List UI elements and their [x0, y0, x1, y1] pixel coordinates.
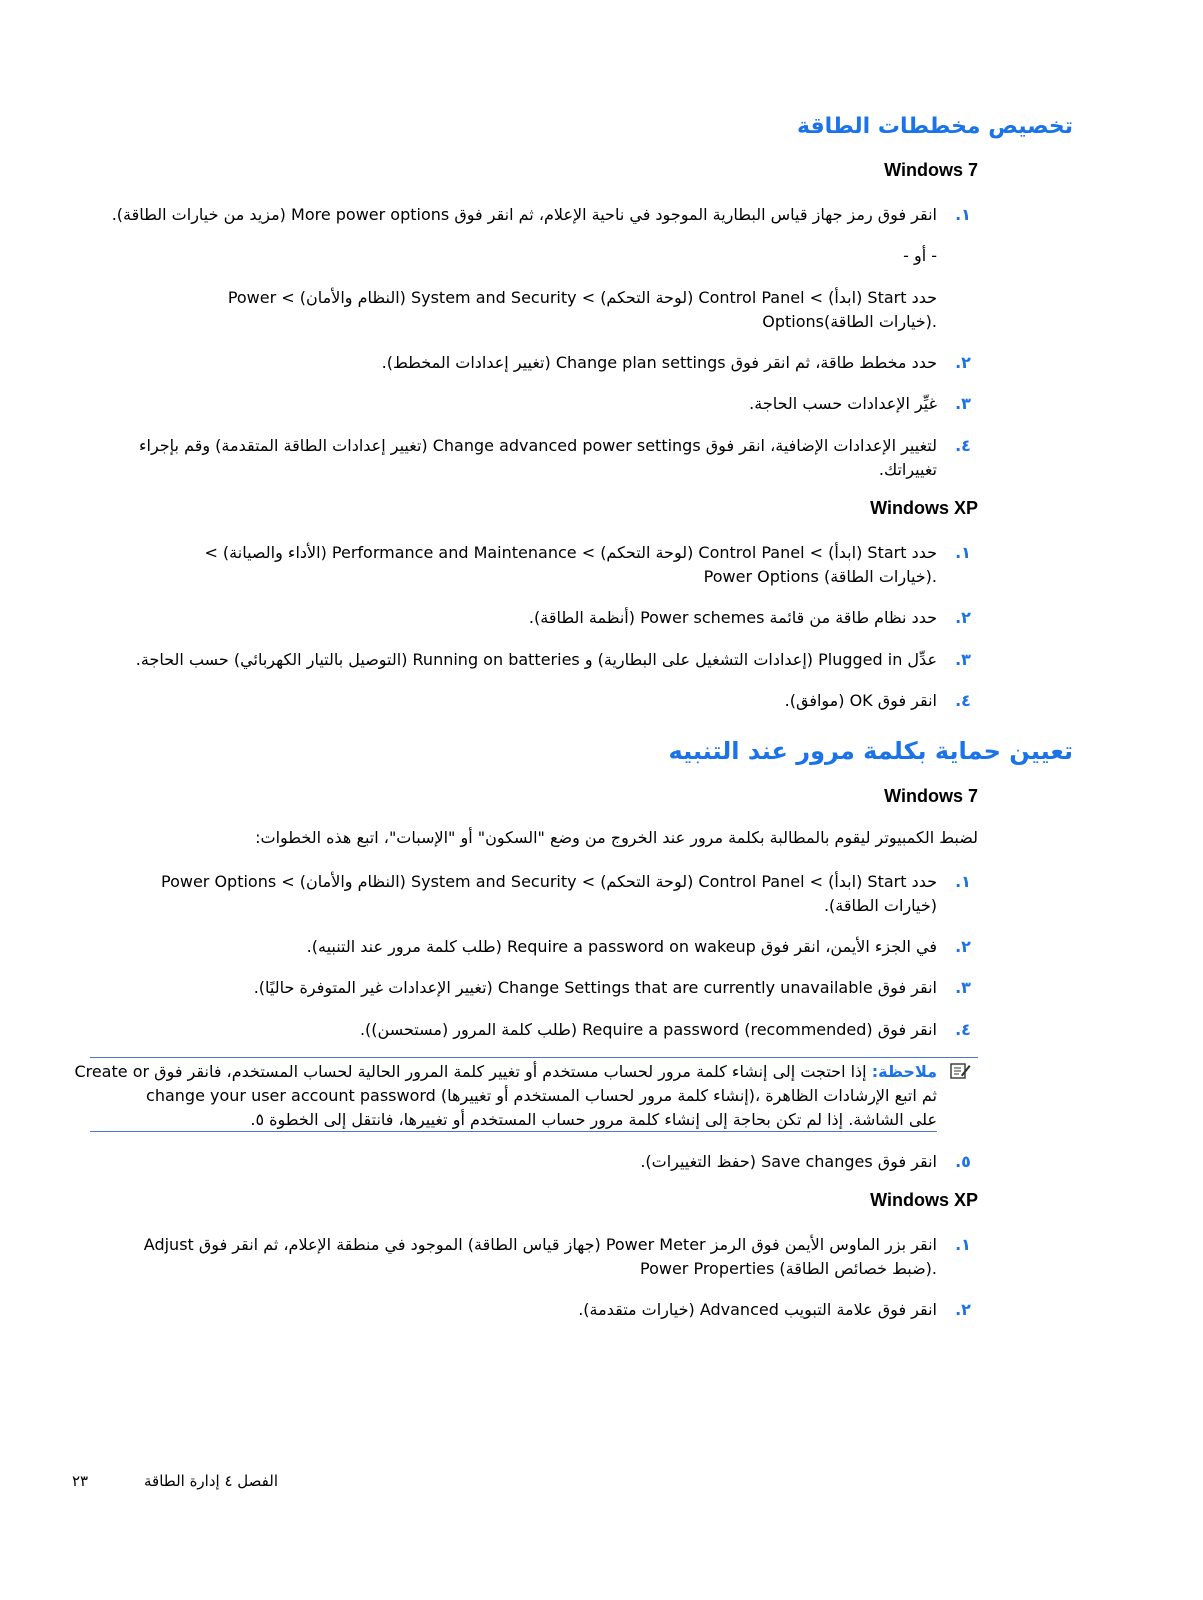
step-text: Options(خيارات الطاقة). [762, 312, 937, 331]
note-pencil-icon [949, 1061, 971, 1081]
note-line: change your user account password (إنشاء كلمة مرور لحساب المستخدم أو تغييرها)، ثم اتبع الإرشادات الظاهرة [146, 1086, 937, 1105]
step-text: حدد Start (ابدأ) > Control Panel (لوحة التحكم) > Performance and Maintenance (الأداء والصيانة) > [204, 543, 937, 562]
step-text: (خيارات الطاقة). [823, 896, 937, 915]
step-text: Power Options (خيارات الطاقة). [703, 567, 937, 586]
note-bottom-rule [90, 1131, 937, 1132]
step-text: انقر فوق رمز جهاز قياس البطارية الموجود في ناحية الإعلام، ثم انقر فوق More power options (مزيد من خيارات الطاقة). [111, 205, 937, 224]
footer-chapter: الفصل ٤ إدارة الطاقة [143, 1472, 278, 1490]
note-top-rule [90, 1057, 978, 1058]
step-number: .٤ [955, 436, 971, 455]
step-number: .٢ [955, 1300, 971, 1319]
note-line: على الشاشة. إذا لم تكن بحاجة إلى إنشاء كلمة مرور حساب المستخدم أو تغييرها، فانتقل إلى الخطوة ٥. [250, 1110, 937, 1129]
step-number: .٣ [955, 978, 971, 997]
step-text: حدد Start (ابدأ) > Control Panel (لوحة التحكم) > System and Security (النظام والأمان) > Power Options [160, 872, 937, 891]
step-number: .٤ [955, 691, 971, 710]
step-text: Power Properties (ضبط خصائص الطاقة). [640, 1259, 937, 1278]
step-number: .١ [955, 205, 971, 224]
step-text: غيِّر الإعدادات حسب الحاجة. [749, 394, 937, 413]
step-text: انقر فوق علامة التبويب Advanced (خيارات متقدمة). [578, 1300, 937, 1319]
step-number: .٣ [955, 650, 971, 669]
step-text: تغييراتك. [878, 460, 937, 479]
note-text: إذا احتجت إلى إنشاء كلمة مرور لحساب مستخدم أو تغيير كلمة المرور الحالية لحساب المستخدم، فانقر فوق Create or [74, 1062, 867, 1081]
step-text: عدِّل Plugged in (إعدادات التشغيل على البطارية) و Running on batteries (التوصيل بالتيار الكهربائي) حسب الحاجة. [135, 650, 937, 669]
page-number: ٢٣ [72, 1472, 89, 1490]
step-text: في الجزء الأيمن، انقر فوق Require a password on wakeup (طلب كلمة مرور عند التنبيه). [306, 937, 937, 956]
subheading-windows-7: Windows 7 [884, 160, 978, 180]
section-title-wakeup-password: تعيين حماية بكلمة مرور عند التنبيه [668, 737, 1073, 765]
step-text: انقر فوق Change Settings that are currently unavailable (تغيير الإعدادات غير المتوفرة حاليًا). [253, 978, 937, 997]
step-number: .٢ [955, 937, 971, 956]
note-label: ملاحظة: [871, 1062, 937, 1081]
note-line [74, 1060, 937, 1084]
step-number: .١ [955, 872, 971, 891]
step-text: انقر فوق Require a password (recommended) (طلب كلمة المرور (مستحسن)). [359, 1020, 937, 1039]
step-text: حدد نظام طاقة من قائمة Power schemes (أنظمة الطاقة). [528, 608, 937, 627]
intro-text: لضبط الكمبيوتر ليقوم بالمطالبة بكلمة مرور عند الخروج من وضع "السكون" أو "الإسبات"، اتبع هذه الخطوات: [255, 828, 978, 847]
subheading-windows-xp: Windows XP [870, 498, 978, 518]
step-number: .٢ [955, 608, 971, 627]
step-text: حدد Start (ابدأ) > Control Panel (لوحة التحكم) > System and Security (النظام والأمان) > Power [227, 288, 937, 307]
section-title-power-plans: تخصيص مخططات الطاقة [796, 114, 1073, 139]
step-number: .٢ [955, 353, 971, 372]
step-number: .٥ [955, 1152, 971, 1171]
step-text: انقر فوق Save changes (حفظ التغييرات). [640, 1152, 937, 1171]
step-text: انقر فوق OK (موافق). [784, 691, 937, 710]
step-text: لتغيير الإعدادات الإضافية، انقر فوق Change advanced power settings (تغيير إعدادات الطاقة المتقدمة) وقم بإجراء [138, 436, 937, 455]
subheading-windows-xp: Windows XP [870, 1190, 978, 1210]
step-number: .٣ [955, 394, 971, 413]
step-number: .١ [955, 1235, 971, 1254]
subheading-windows-7: Windows 7 [884, 786, 978, 806]
step-text: حدد مخطط طاقة، ثم انقر فوق Change plan settings (تغيير إعدادات المخطط). [381, 353, 937, 372]
step-text: انقر بزر الماوس الأيمن فوق الرمز Power Meter (جهاز قياس الطاقة) الموجود في منطقة الإعلام، ثم انقر فوق Adjust [143, 1235, 937, 1254]
or-separator: - أو - [903, 246, 937, 265]
step-number: .١ [955, 543, 971, 562]
step-number: .٤ [955, 1020, 971, 1039]
